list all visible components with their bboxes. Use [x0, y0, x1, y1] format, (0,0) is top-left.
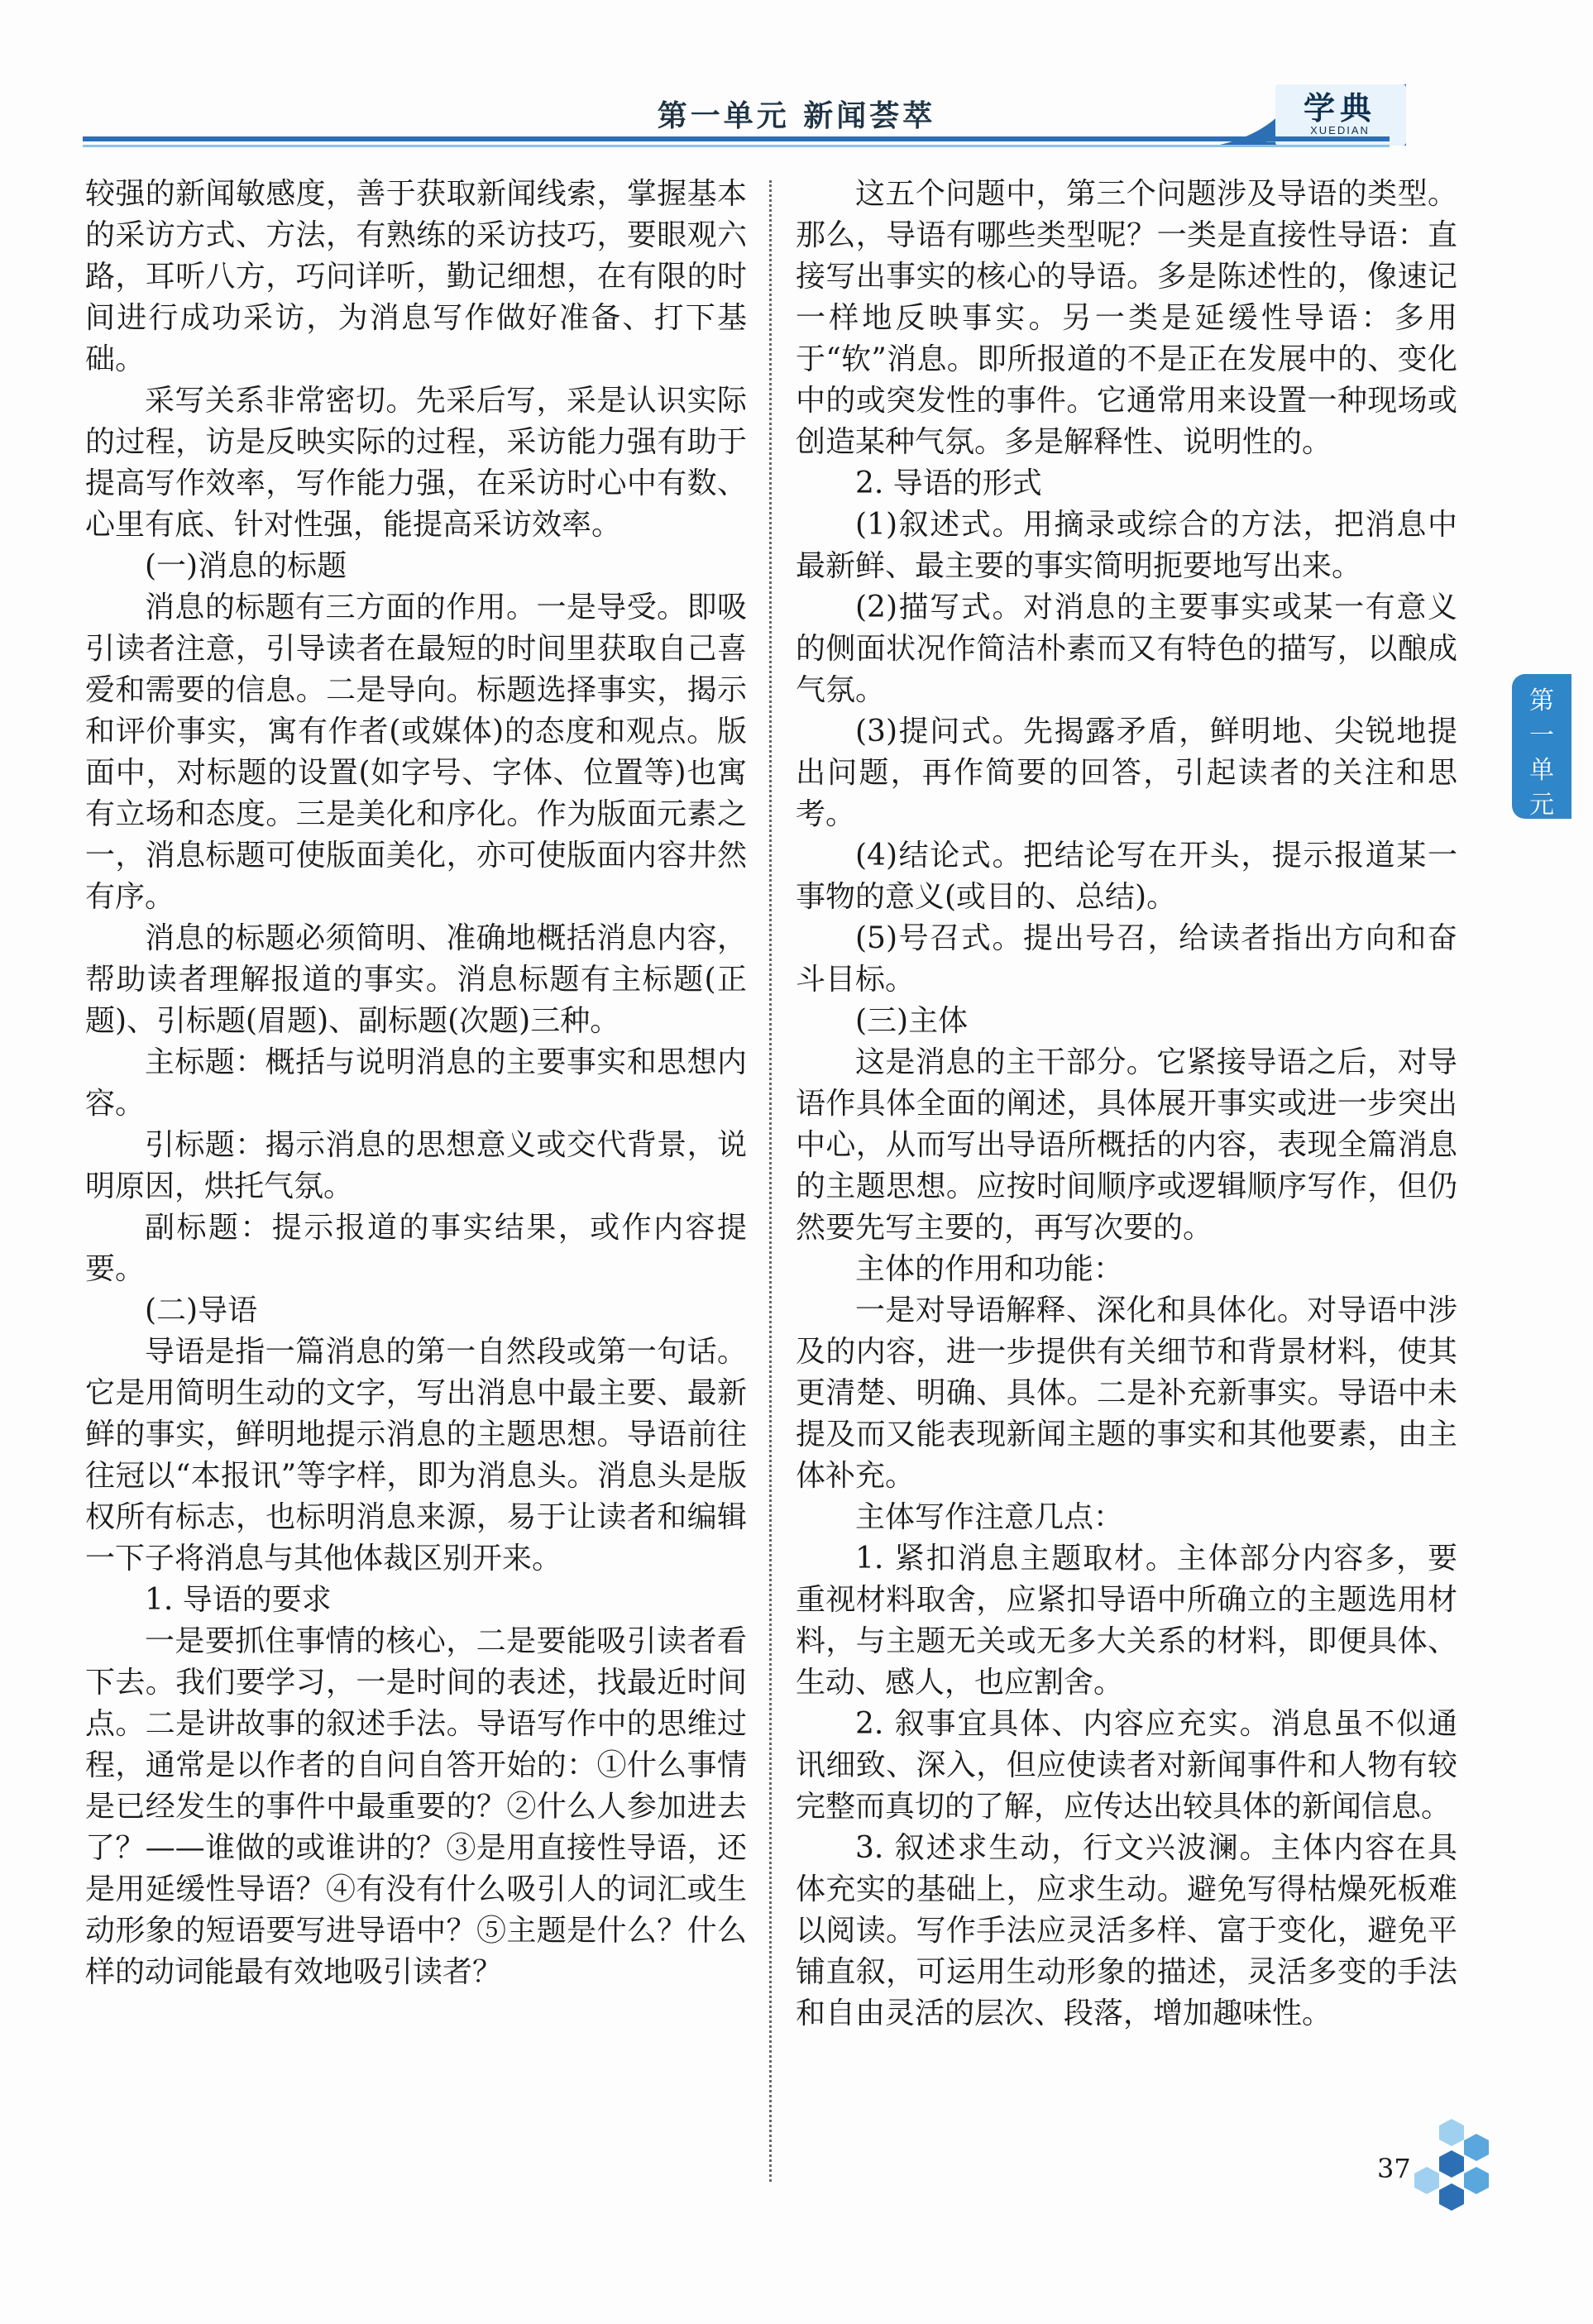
- paragraph: 一是要抓住事情的核心，二是要能吸引读者看下去。我们要学习，一是时间的表述，找最近时间点。二是讲故事的叙述手法。导语写作中的思维过程，通常是以作者的自问自答开始的：①什么事情是已经发生的事件中最重要的？②什么人参加进去了？——谁做的或谁讲的？③是用直接性导语，还是用延缓性导语？④有没有什么吸引人的词汇或生动形象的短语要写进导语中？⑤主题是什么？什么样的动词能最有效地吸引读者？: [85, 1624, 747, 1989]
- paragraph: (一)消息的标题: [145, 549, 347, 583]
- page-number: 37: [1377, 2153, 1411, 2184]
- paragraph: 采写关系非常密切。先采后写，采是认识实际的过程，访是反映实际的过程，采访能力强有助于提高写作效率，写作能力强，在采访时心中有数、心里有底、针对性强，能提高采访效率。: [85, 384, 747, 542]
- paragraph: 引标题：揭示消息的思想意义或交代背景，说明原因，烘托气氛。: [85, 1128, 747, 1203]
- right-text-column: [796, 174, 1457, 2035]
- paragraph: 1. 导语的要求: [145, 1583, 332, 1617]
- unit-header-title: 第一单元 新闻荟萃: [657, 98, 936, 133]
- paragraph: 主体写作注意几点：: [855, 1500, 1124, 1534]
- column-divider: [769, 180, 772, 2182]
- paragraph: 2. 导语的形式: [855, 466, 1042, 500]
- paragraph: 消息的标题有三方面的作用。一是导受。即吸引读者注意，引导读者在最短的时间里获取自己喜爱和需要的信息。二是导向。标题选择事实，揭示和评价事实，寓有作者(或媒体)的态度和观点。版面中，对标题的设置(如字号、字体、位置等)也寓有立场和态度。三是美化和序化。作为版面元素之一，消息标题可使版面美化，亦可使版面内容井然有序。: [85, 591, 747, 914]
- paragraph: 2. 叙事宜具体、内容应充实。消息虽不似通讯细致、深入，但应使读者对新闻事件和人物有较完整而真切的了解，应传达出较具体的新闻信息。: [796, 1707, 1457, 1824]
- paragraph: 一是对导语解释、深化和具体化。对导语中涉及的内容，进一步提供有关细节和背景材料，使其更清楚、明确、具体。二是补充新事实。导语中未提及而又能表现新闻主题的事实和其他要素，由主体补充。: [796, 1294, 1457, 1493]
- header-rule-light: [83, 145, 1390, 147]
- paragraph: 副标题：提示报道的事实结果，或作内容提要。: [85, 1211, 747, 1286]
- brand-name: 学典: [1303, 89, 1376, 127]
- brand-subtitle: XUEDIAN: [1310, 124, 1370, 136]
- paragraph: (3)提问式。先揭露矛盾，鲜明地、尖锐地提出问题，再作简要的回答，引起读者的关注和思考。: [796, 715, 1457, 831]
- paragraph: (1)叙述式。用摘录或综合的方法，把消息中最新鲜、最主要的事实简明扼要地写出来。: [796, 508, 1457, 583]
- paragraph: 3. 叙述求生动，行文兴波澜。主体内容在具体充实的基础上，应求生动。避免写得枯燥死板难以阅读。写作手法应灵活多样、富于变化，避免平铺直叙，可运用生动形象的描述，灵活多变的手法和自由灵活的层次、段落，增加趣味性。: [796, 1831, 1457, 2030]
- decorative-hexagons-icon: [1406, 2117, 1497, 2233]
- paragraph: 这五个问题中，第三个问题涉及导语的类型。那么，导语有哪些类型呢？一类是直接性导语：直接写出事实的核心的导语。多是陈述性的，像速记一样地反映事实。另一类是延缓性导语：多用于“软”消息。即所报道的不是正在发展中的、变化中的或突发性的事件。它通常用来设置一种现场或创造某种气氛。多是解释性、说明性的。: [796, 177, 1457, 459]
- paragraph: (2)描写式。对消息的主要事实或某一有意义的侧面状况作简洁朴素而又有特色的描写，以酿成气氛。: [796, 591, 1457, 707]
- paragraph: 导语是指一篇消息的第一自然段或第一句话。它是用简明生动的文字，写出消息中最主要、最新鲜的事实，鲜明地提示消息的主题思想。导语前往往冠以“本报讯”等字样，即为消息头。消息头是版权所有标志，也标明消息来源，易于让读者和编辑一下子将消息与其他体裁区别开来。: [85, 1335, 747, 1576]
- header-rule: [83, 136, 1390, 141]
- paragraph: 消息的标题必须简明、准确地概括消息内容，帮助读者理解报道的事实。消息标题有主标题(正题)、引标题(眉题)、副标题(次题)三种。: [85, 921, 747, 1038]
- paragraph: (5)号召式。提出号召，给读者指出方向和奋斗目标。: [796, 921, 1457, 997]
- unit-side-tab-label: 第一单元: [1529, 686, 1554, 820]
- paragraph: (4)结论式。把结论写在开头，提示报道某一事物的意义(或目的、总结)。: [796, 839, 1457, 914]
- paragraph: 1. 紧扣消息主题取材。主体部分内容多，要重视材料取舍，应紧扣导语中所确立的主题选用材料，与主题无关或无多大关系的材料，即便具体、生动、感人，也应割舍。: [796, 1542, 1457, 1700]
- paragraph: 主标题：概括与说明消息的主要事实和思想内容。: [85, 1045, 747, 1121]
- paragraph: 这是消息的主干部分。它紧接导语之后，对导语作具体全面的阐述，具体展开事实或进一步突出中心，从而写出导语所概括的内容，表现全篇消息的主题思想。应按时间顺序或逻辑顺序写作，但仍然要先写主要的，再写次要的。: [796, 1045, 1457, 1245]
- left-text-column: [85, 174, 747, 1993]
- unit-side-tab: [1512, 674, 1571, 819]
- paragraph: 主体的作用和功能：: [855, 1252, 1124, 1286]
- paragraph: (二)导语: [145, 1294, 258, 1327]
- paragraph: 较强的新闻敏感度，善于获取新闻线索，掌握基本的采访方式、方法，有熟练的采访技巧，要眼观六路，耳听八方，巧问详听，勤记细想，在有限的时间进行成功采访，为消息写作做好准备、打下基础。: [85, 177, 747, 376]
- paragraph: (三)主体: [855, 1004, 969, 1038]
